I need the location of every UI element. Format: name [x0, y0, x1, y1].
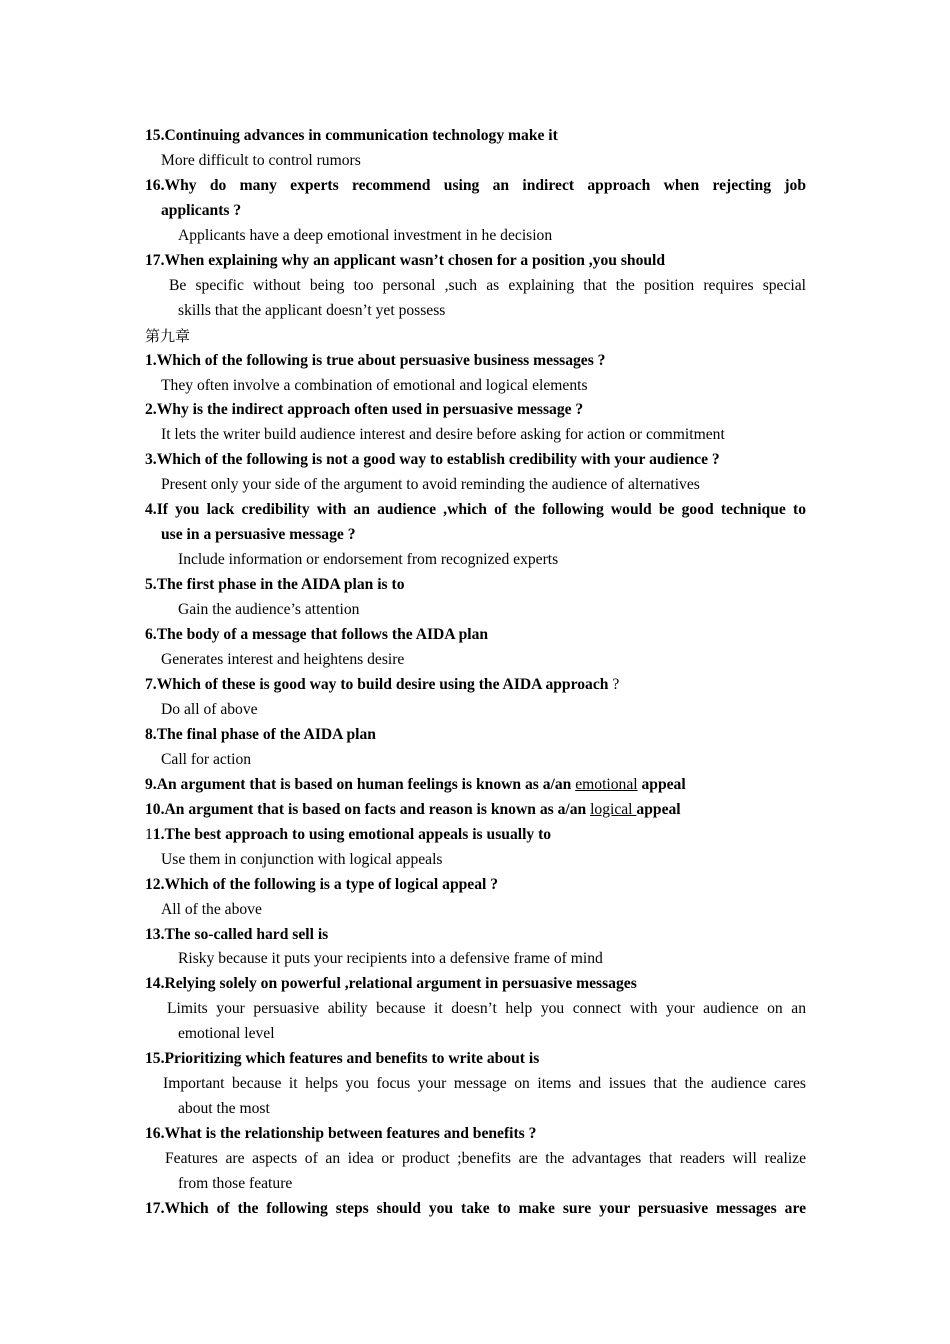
- answer-4: Include information or endorsement from recognized experts: [178, 551, 559, 569]
- answer-7: Do all of above: [161, 700, 258, 718]
- answer-15-prev: More difficult to control rumors: [161, 151, 361, 169]
- question-7-text: 7.Which of these is good way to build desire using the AIDA approach: [145, 675, 609, 693]
- answer-6: Generates interest and heightens desire: [161, 651, 405, 669]
- answer-1: They often involve a combination of emotional and logical elements: [161, 376, 588, 394]
- chapter-heading: 第九章: [145, 326, 191, 345]
- answer-5: Gain the audience’s attention: [178, 601, 360, 619]
- answer-16-cont: from those feature: [178, 1175, 293, 1193]
- answer-14-cont: emotional level: [178, 1025, 275, 1043]
- question-10-text: 10.An argument that is based on facts and reason is known as a/an: [145, 800, 591, 818]
- question-10: [145, 798, 806, 823]
- question-11: [145, 823, 806, 848]
- question-16-prev-cont: applicants ?: [161, 201, 242, 219]
- question-5: 5.The first phase in the AIDA plan is to: [145, 576, 405, 594]
- question-2: 2.Why is the indirect approach often used in persuasive message ?: [145, 401, 584, 419]
- answer-17-prev: Be specific without being too personal ,such as explaining that the position requires special: [169, 276, 806, 294]
- question-15: 15.Prioritizing which features and benefits to write about is: [145, 1050, 540, 1068]
- question-16: 16.What is the relationship between features and benefits ?: [145, 1125, 537, 1143]
- answer-12: All of the above: [161, 900, 262, 918]
- question-9: [145, 773, 806, 798]
- answer-17-prev-cont: skills that the applicant doesn’t yet possess: [178, 301, 446, 319]
- answer-14: Limits your persuasive ability because it doesn’t help you connect with your audience on an: [167, 1000, 806, 1018]
- answer-3: Present only your side of the argument to avoid reminding the audience of alternatives: [161, 476, 700, 494]
- answer-15-cont: about the most: [178, 1100, 270, 1118]
- question-9-blank: emotional: [575, 775, 638, 793]
- question-4: 4.If you lack credibility with an audience ,which of the following would be good technique to: [145, 501, 806, 519]
- question-6: 6.The body of a message that follows the AIDA plan: [145, 626, 489, 644]
- answer-11: Use them in conjunction with logical appeals: [161, 850, 443, 868]
- question-11-text: 1.The best approach to using emotional appeals is usually to: [152, 825, 552, 843]
- question-10-tail: appeal: [636, 800, 681, 818]
- answer-16-prev: Applicants have a deep emotional investment in he decision: [178, 226, 553, 244]
- question-3: 3.Which of the following is not a good way to establish credibility with your audience ?: [145, 451, 720, 469]
- question-9-text: 9.An argument that is based on human feelings is known as a/an: [145, 775, 576, 793]
- question-8: 8.The final phase of the AIDA plan: [145, 725, 376, 743]
- document-body: [145, 124, 806, 1222]
- answer-16: Features are aspects of an idea or product ;benefits are the advantages that readers will realize: [165, 1150, 806, 1168]
- question-10-blank: logical: [590, 800, 637, 818]
- question-17-prev: 17.When explaining why an applicant wasn’t chosen for a position ,you should: [145, 251, 666, 269]
- question-12: 12.Which of the following is a type of logical appeal ?: [145, 875, 499, 893]
- answer-8: Call for action: [161, 750, 252, 768]
- question-11-lead: 1: [145, 825, 153, 843]
- question-7: [145, 673, 806, 698]
- answer-2: It lets the writer build audience interest and desire before asking for action or commitment: [161, 426, 725, 444]
- question-9-tail: appeal: [637, 775, 686, 793]
- question-1: 1.Which of the following is true about persuasive business messages ?: [145, 351, 606, 369]
- question-13: 13.The so-called hard sell is: [145, 925, 329, 943]
- question-16-prev: 16.Why do many experts recommend using an indirect approach when rejecting job: [145, 176, 806, 194]
- answer-13: Risky because it puts your recipients into a defensive frame of mind: [178, 950, 603, 968]
- question-4-cont: use in a persuasive message ?: [161, 526, 356, 544]
- answer-15: Important because it helps you focus your message on items and issues that the audience cares: [163, 1075, 806, 1093]
- question-7-mark: ?: [608, 675, 620, 693]
- question-17: 17.Which of the following steps should you take to make sure your persuasive messages are: [145, 1199, 806, 1217]
- question-14: 14.Relying solely on powerful ,relational argument in persuasive messages: [145, 975, 637, 993]
- question-15-prev: 15.Continuing advances in communication technology make it: [145, 127, 558, 144]
